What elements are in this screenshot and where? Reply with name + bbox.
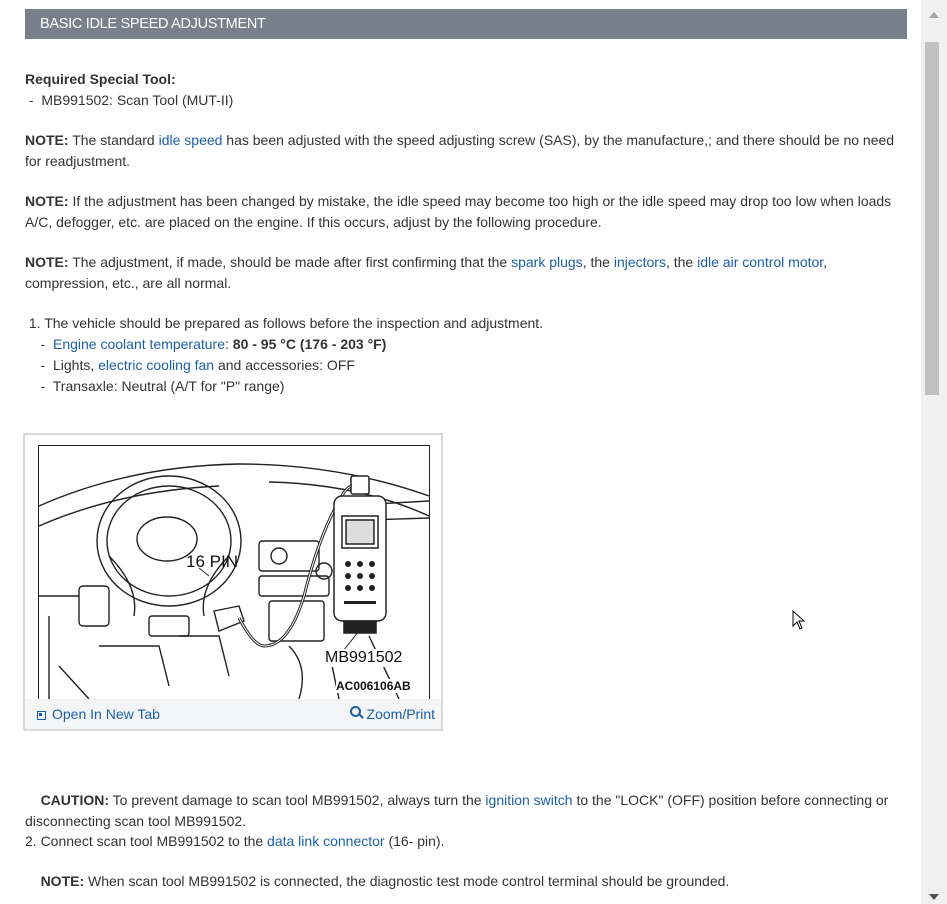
step-2 [25, 831, 905, 852]
note-label: NOTE: [25, 193, 69, 209]
required-tool [25, 69, 905, 111]
note-text: has been adjusted with the speed adjusting screw (SAS), by the manufacture,; and there should be no need for readjustment. [25, 132, 895, 169]
link-ignition-switch[interactable]: ignition switch [485, 792, 573, 808]
caution-label: CAUTION: [40, 792, 109, 808]
scroll-up-arrow-icon[interactable] [929, 6, 939, 16]
note-scan-tool-grounded [25, 871, 905, 892]
note-label: NOTE: [40, 873, 85, 889]
note-text: , the [582, 254, 614, 270]
note-text: When scan tool MB991502 is connected, the diagnostic test mode control terminal should be grounded. [84, 873, 730, 889]
link-idle-air-control-motor[interactable]: idle air control motor [697, 254, 824, 270]
note-text: The standard [68, 132, 159, 148]
coolant-temp-value: 80 - 95 °C (176 - 203 °F) [232, 336, 387, 352]
step-1-text: 1. The vehicle should be prepared as follows before the inspection and adjustment. [25, 315, 544, 331]
caution-ignition [25, 790, 905, 832]
figure-footer [25, 699, 441, 729]
scroll-up-arrow-glyph [929, 11, 939, 19]
scroll-down-arrow-glyph [929, 893, 939, 901]
caution-text: To prevent damage to scan tool MB991502, always turn the [109, 792, 486, 808]
note-label: NOTE: [25, 254, 69, 270]
note-idle-speed [25, 130, 905, 172]
figure-scan-tool-connection [23, 433, 443, 731]
label-mb991502: MB991502 [325, 649, 403, 666]
link-electric-cooling-fan[interactable]: electric cooling fan [98, 357, 215, 373]
link-injectors[interactable]: injectors [613, 254, 666, 270]
vertical-scrollbar[interactable] [921, 0, 947, 904]
section-title: BASIC IDLE SPEED ADJUSTMENT [25, 9, 907, 39]
note-text: , the [665, 254, 698, 270]
new-tab-icon [37, 711, 46, 720]
step-2-text: (16- pin). [384, 833, 445, 849]
bullet-text: and accessories: OFF [214, 357, 355, 373]
bullet: - [25, 336, 53, 352]
zoom-print-label: Zoom/Print [366, 706, 435, 722]
open-in-new-tab-button[interactable] [37, 705, 160, 723]
note-text: The adjustment, if made, should be made after first confirming that the [68, 254, 512, 270]
note-confirm-components [25, 252, 905, 294]
link-engine-coolant-temperature[interactable]: Engine coolant temperature [53, 336, 225, 352]
label-figure-code: AC006106AB [336, 679, 411, 693]
scan-tool-illustration[interactable] [38, 445, 430, 700]
caution-text: to the "LOCK" (OFF) position before connecting or disconnecting scan tool MB991502. [25, 792, 889, 829]
required-tool-heading: Required Special Tool: [25, 71, 176, 87]
note-text: If the adjustment has been changed by mistake, the idle speed may become too high or the idle speed may drop too low when loads A/C, defogger, etc. are placed on the engine. If this occurs, adjust by the following procedure. [25, 193, 892, 230]
scroll-down-arrow-icon[interactable] [929, 888, 939, 898]
link-idle-speed[interactable]: idle speed [158, 132, 223, 148]
bullet-transaxle: - Transaxle: Neutral (A/T for "P" range) [25, 378, 285, 394]
mouse-cursor-icon [792, 610, 806, 630]
note-label: NOTE: [25, 132, 69, 148]
zoom-print-button[interactable] [350, 705, 435, 723]
link-data-link-connector[interactable]: data link connector [267, 833, 385, 849]
link-spark-plugs[interactable]: spark plugs [511, 254, 583, 270]
separator: : [225, 336, 233, 352]
bullet-lights: - Lights, [25, 357, 99, 373]
step-2-text: 2. Connect scan tool MB991502 to the [25, 833, 268, 849]
note-adjustment-mistake [25, 191, 905, 233]
label-16-pin: 16 PIN [186, 552, 238, 571]
required-tool-item: - MB991502: Scan Tool (MUT-II) [25, 92, 234, 108]
note-text: , compression, etc., are all normal. [25, 254, 828, 291]
magnifier-icon [350, 706, 364, 720]
scrollbar-thumb[interactable] [925, 42, 939, 395]
step-1 [25, 313, 905, 397]
open-in-new-tab-label: Open In New Tab [52, 706, 160, 722]
